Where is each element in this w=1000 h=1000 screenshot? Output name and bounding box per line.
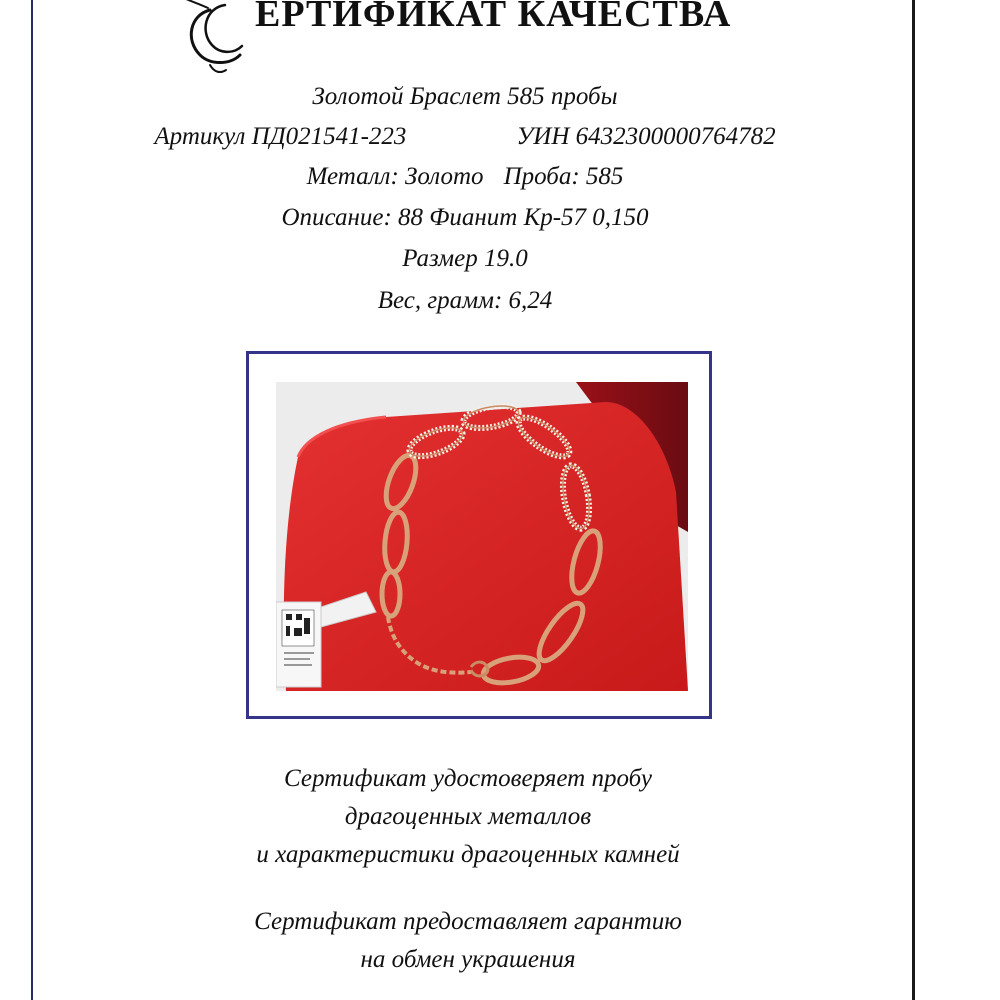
bracelet-photo bbox=[276, 382, 688, 691]
assay-value: Проба: 585 bbox=[503, 163, 624, 190]
article-uin-row bbox=[0, 123, 930, 151]
article-number: Артикул ПД021541-223 bbox=[154, 123, 407, 150]
certificate-title: ЕРТИФИКАТ КАЧЕСТВА bbox=[255, 0, 732, 35]
metal-value: Металл: Золото bbox=[306, 163, 484, 190]
stone-description: Описание: 88 Фианит Кр-57 0,150 bbox=[281, 204, 649, 231]
monogram-logo bbox=[150, 0, 260, 80]
statement-line: Сертификат удостоверяет пробу bbox=[284, 765, 652, 792]
statement-line: Сертификат предоставляет гарантию bbox=[254, 908, 682, 935]
statement-line: и характеристики драгоценных камней bbox=[256, 841, 680, 868]
assay-statement bbox=[0, 760, 936, 874]
weight-value: Вес, грамм: 6,24 bbox=[377, 287, 553, 314]
uin-number: УИН 6432300000764782 bbox=[516, 123, 776, 150]
size-value: Размер 19.0 bbox=[402, 245, 528, 272]
metal-assay-row bbox=[0, 163, 930, 191]
product-photo-frame bbox=[246, 351, 712, 719]
product-name: Золотой Браслет 585 пробы bbox=[312, 83, 618, 110]
guarantee-statement bbox=[0, 903, 936, 979]
statement-line: на обмен украшения bbox=[360, 946, 576, 973]
statement-line: драгоценных металлов bbox=[344, 803, 592, 830]
